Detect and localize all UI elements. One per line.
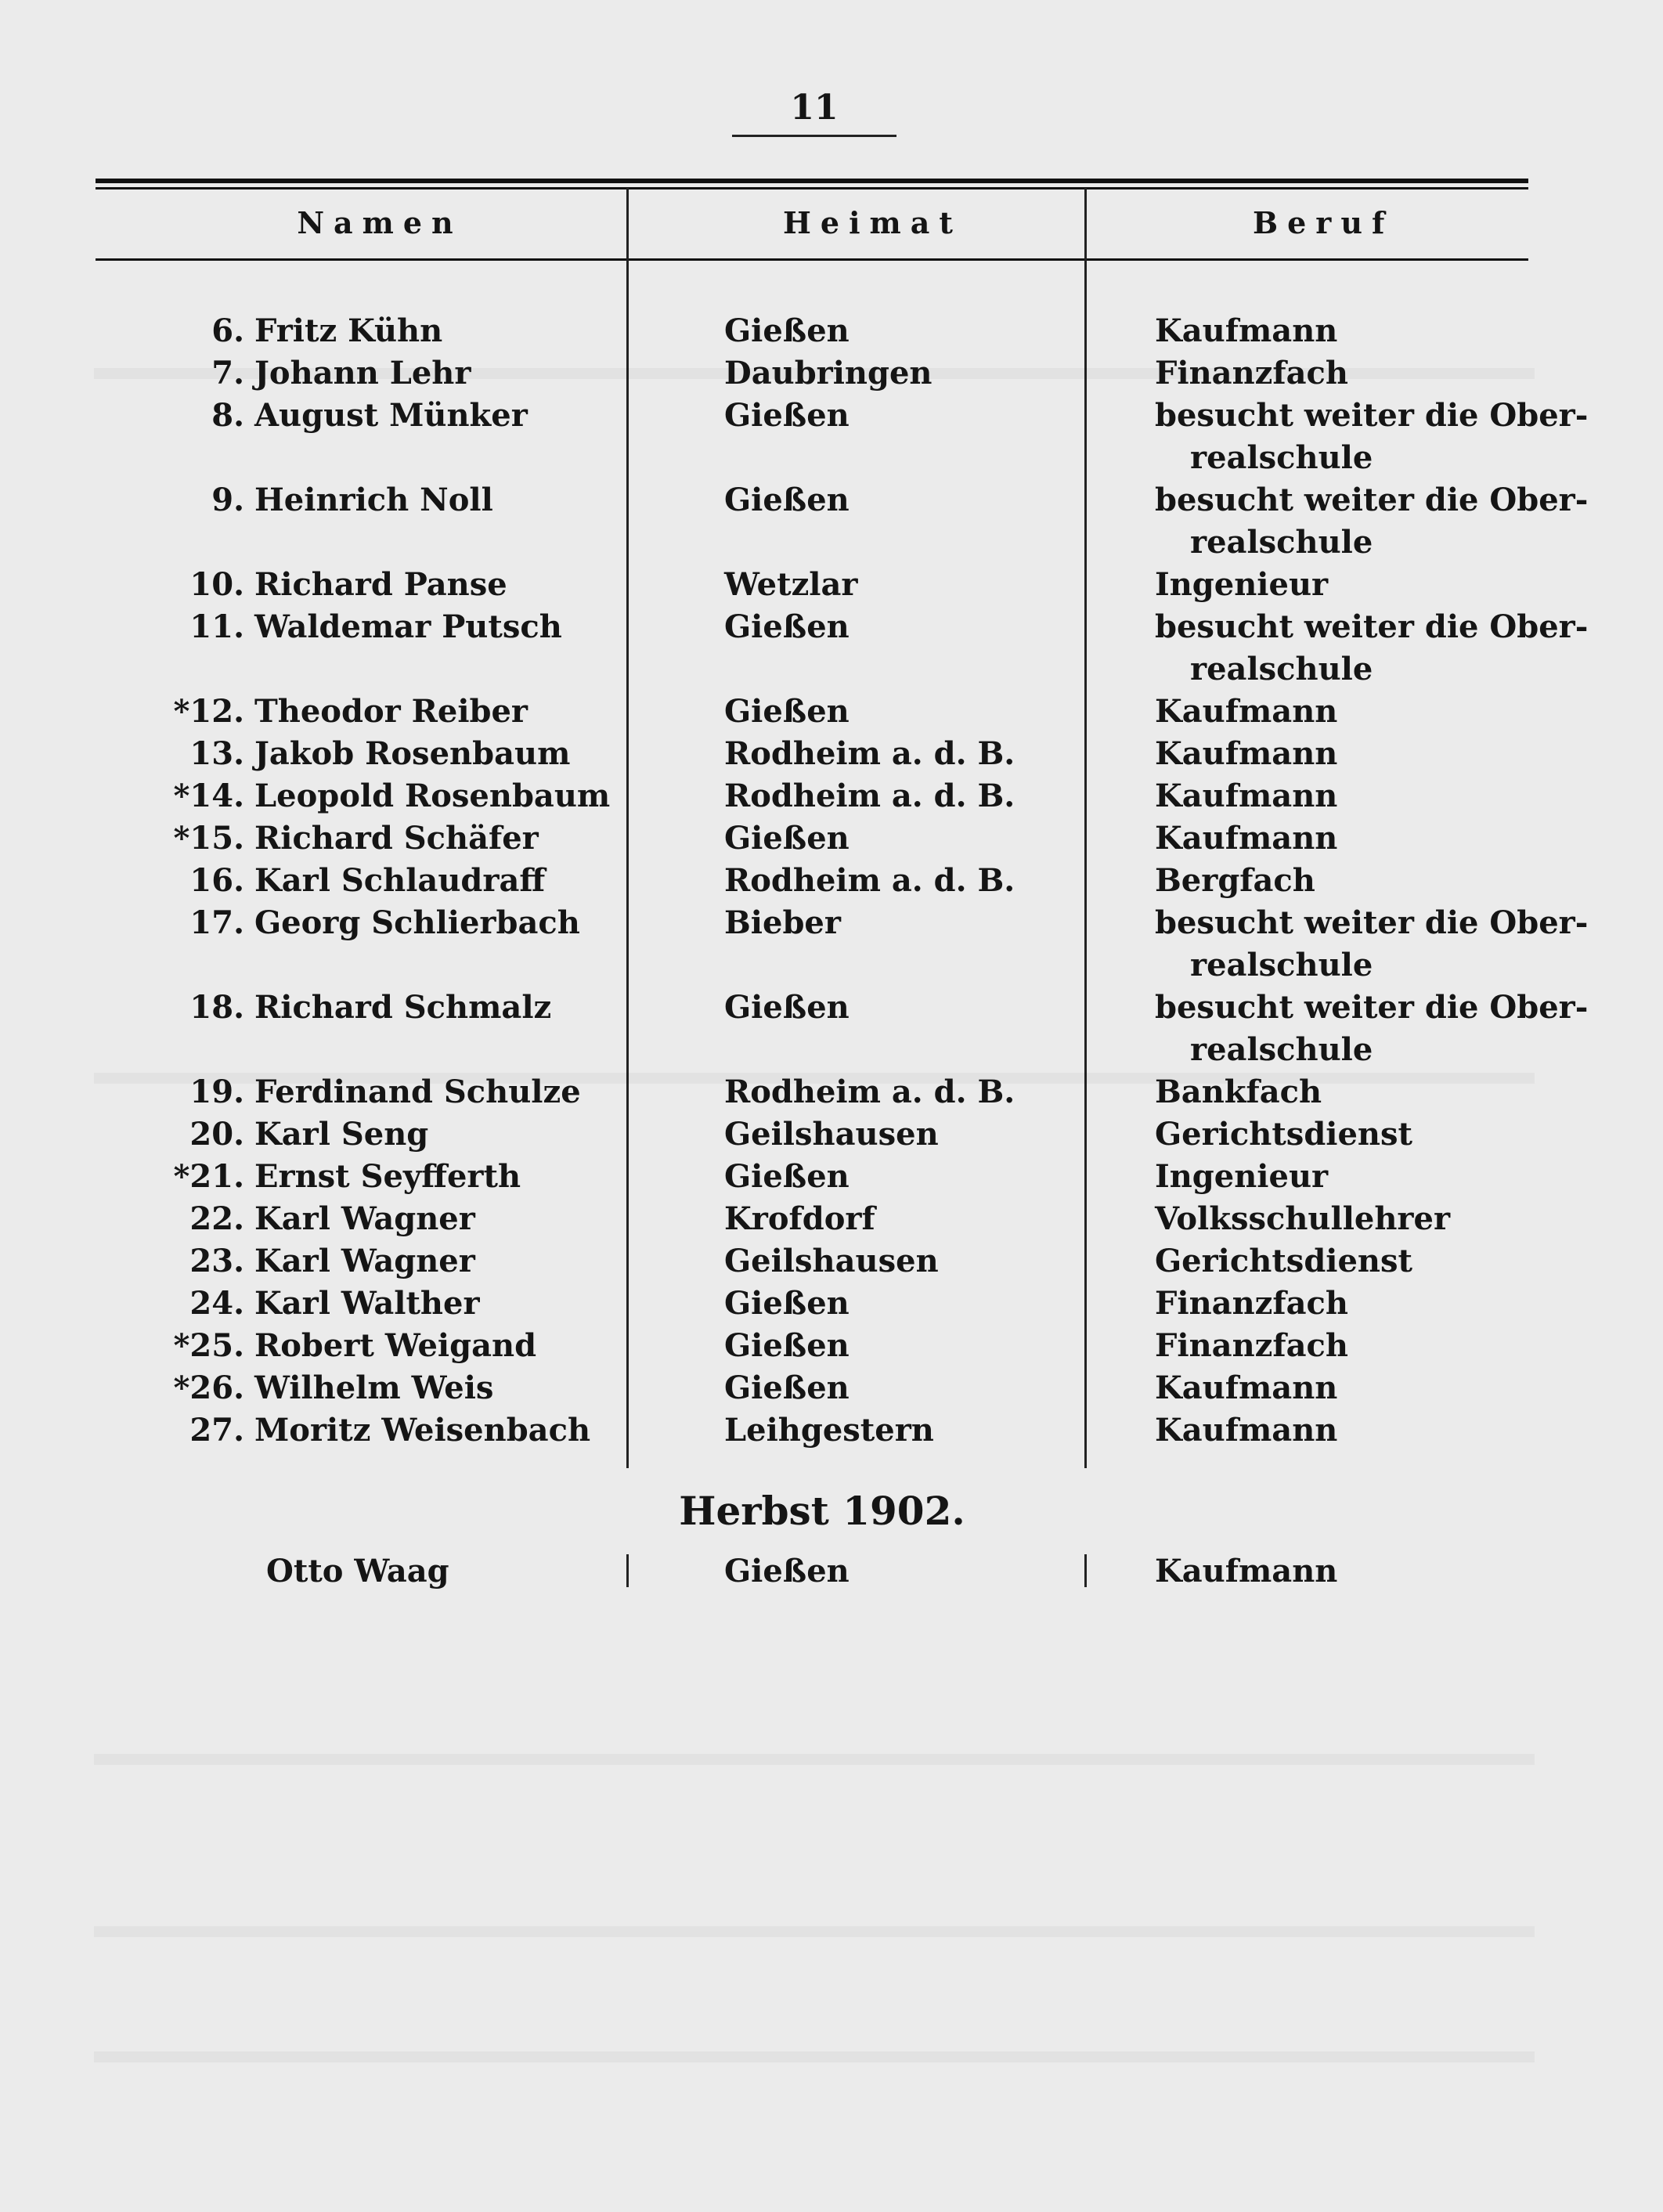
row-name: Robert Weigand	[254, 1327, 537, 1364]
table-row	[0, 817, 1663, 860]
row-home: Daubringen	[724, 355, 933, 392]
table-row	[0, 606, 1663, 648]
row-number: 9.	[211, 482, 244, 518]
row-home: Gießen	[724, 608, 850, 645]
header-occupation: Beruf	[1253, 205, 1394, 240]
row-number: *26.	[173, 1369, 244, 1406]
row-name: Karl Seng	[254, 1116, 429, 1153]
row-name: August Münker	[254, 397, 528, 434]
row-occupation: besucht weiter die Ober-	[1155, 904, 1589, 941]
row-name: Leopold Rosenbaum	[254, 778, 611, 814]
row-number: 23.	[189, 1243, 244, 1279]
row-number: 7.	[211, 355, 244, 392]
row-occupation: Finanzfach	[1155, 355, 1348, 392]
row-occupation: Kaufmann	[1155, 1412, 1338, 1449]
row-name: Otto Waag	[266, 1553, 449, 1590]
row-occupation: Gerichtsdienst	[1155, 1116, 1413, 1153]
row-name: Richard Panse	[254, 566, 507, 603]
row-name: Karl Schlaudraff	[254, 862, 546, 899]
row-name: Jakob Rosenbaum	[254, 735, 571, 772]
table-row-continuation	[0, 437, 1663, 479]
table-row	[0, 1156, 1663, 1198]
bleed-through	[94, 1754, 1535, 1765]
row-name: Wilhelm Weis	[254, 1369, 494, 1406]
row-name: Karl Wagner	[254, 1243, 475, 1279]
row-number: 11.	[189, 608, 244, 645]
row-occupation: Kaufmann	[1155, 1369, 1338, 1406]
table-row	[0, 1240, 1663, 1283]
table-row	[0, 733, 1663, 775]
table-row	[0, 1409, 1663, 1452]
row-number: 6.	[211, 312, 244, 349]
row-occupation: besucht weiter die Ober-	[1155, 608, 1589, 645]
row-home: Gießen	[724, 312, 850, 349]
row-number: 10.	[189, 566, 244, 603]
table-row-continuation	[0, 521, 1663, 564]
row-number: 17.	[189, 904, 244, 941]
row-home: Wetzlar	[724, 566, 858, 603]
row-occupation: Finanzfach	[1155, 1327, 1348, 1364]
row-occupation-continued: realschule	[1190, 1031, 1373, 1068]
row-occupation: Bankfach	[1155, 1074, 1322, 1110]
row-name: Karl Walther	[254, 1285, 480, 1322]
row-occupation-continued: realschule	[1190, 439, 1373, 476]
row-number: 20.	[189, 1116, 244, 1153]
table-row-continuation	[0, 648, 1663, 691]
row-home: Rodheim a. d. B.	[724, 862, 1015, 899]
row-name: Heinrich Noll	[254, 482, 493, 518]
row-occupation: Volksschullehrer	[1155, 1200, 1451, 1237]
row-occupation: Ingenieur	[1155, 1158, 1329, 1195]
page-number-rule	[732, 135, 896, 137]
row-home: Gießen	[724, 693, 850, 730]
table-row	[0, 310, 1663, 352]
row-occupation-continued: realschule	[1190, 651, 1373, 687]
table-row	[0, 860, 1663, 902]
row-occupation: besucht weiter die Ober-	[1155, 397, 1589, 434]
table-row	[0, 1283, 1663, 1325]
row-home: Leihgestern	[724, 1412, 934, 1449]
row-home: Rodheim a. d. B.	[724, 778, 1015, 814]
page-number: 11	[790, 88, 839, 128]
row-number: 16.	[189, 862, 244, 899]
row-home: Bieber	[724, 904, 841, 941]
bleed-through	[94, 2051, 1535, 2062]
row-home: Gießen	[724, 482, 850, 518]
row-home: Geilshausen	[724, 1116, 939, 1153]
row-name: Theodor Reiber	[254, 693, 528, 730]
table-row	[0, 987, 1663, 1029]
row-home: Gießen	[724, 1327, 850, 1364]
table-row-continuation	[0, 944, 1663, 987]
row-number: *14.	[173, 778, 244, 814]
row-occupation: Kaufmann	[1155, 778, 1338, 814]
row-name: Ferdinand Schulze	[254, 1074, 581, 1110]
row-occupation: Kaufmann	[1155, 735, 1338, 772]
row-name: Moritz Weisenbach	[254, 1412, 591, 1449]
row-name: Ernst Seyfferth	[254, 1158, 521, 1195]
table-row	[0, 691, 1663, 733]
row-number: 13.	[189, 735, 244, 772]
header-home: Heimat	[783, 205, 962, 240]
table-row	[0, 775, 1663, 817]
row-home: Gießen	[724, 1553, 850, 1590]
section-title-herbst: Herbst 1902.	[679, 1488, 965, 1534]
table-row	[0, 564, 1663, 606]
row-name: Richard Schmalz	[254, 989, 552, 1026]
table-row	[0, 1113, 1663, 1156]
table-top-rule-thin	[96, 187, 1528, 189]
row-home: Gießen	[724, 989, 850, 1026]
row-home: Gießen	[724, 1285, 850, 1322]
table-top-rule	[96, 179, 1528, 183]
row-occupation: Kaufmann	[1155, 312, 1338, 349]
table-row	[0, 395, 1663, 437]
table-row	[0, 1367, 1663, 1409]
row-occupation: Kaufmann	[1155, 820, 1338, 857]
row-home: Rodheim a. d. B.	[724, 1074, 1015, 1110]
row-occupation: Finanzfach	[1155, 1285, 1348, 1322]
row-occupation: Kaufmann	[1155, 693, 1338, 730]
row-number: 18.	[189, 989, 244, 1026]
header-names: Namen	[297, 205, 463, 240]
row-number: 8.	[211, 397, 244, 434]
row-occupation-continued: realschule	[1190, 524, 1373, 561]
row-name: Georg Schlierbach	[254, 904, 580, 941]
row-occupation: besucht weiter die Ober-	[1155, 482, 1589, 518]
row-number: *15.	[173, 820, 244, 857]
table-row-continuation	[0, 1029, 1663, 1071]
row-home: Gießen	[724, 820, 850, 857]
row-number: *25.	[173, 1327, 244, 1364]
row-home: Gießen	[724, 397, 850, 434]
bleed-through	[94, 1926, 1535, 1937]
row-occupation-continued: realschule	[1190, 947, 1373, 983]
table-row	[0, 352, 1663, 395]
row-name: Johann Lehr	[254, 355, 471, 392]
row-occupation: Ingenieur	[1155, 566, 1329, 603]
row-number: *21.	[173, 1158, 244, 1195]
row-home: Gießen	[724, 1369, 850, 1406]
table-row	[0, 479, 1663, 521]
row-home: Gießen	[724, 1158, 850, 1195]
row-number: 27.	[189, 1412, 244, 1449]
table-row	[0, 902, 1663, 944]
herbst-row	[0, 1550, 1663, 1593]
row-name: Karl Wagner	[254, 1200, 475, 1237]
table-row	[0, 1071, 1663, 1113]
row-number: 22.	[189, 1200, 244, 1237]
row-home: Rodheim a. d. B.	[724, 735, 1015, 772]
table-row	[0, 1198, 1663, 1240]
row-home: Geilshausen	[724, 1243, 939, 1279]
row-home: Krofdorf	[724, 1200, 875, 1237]
row-name: Waldemar Putsch	[254, 608, 562, 645]
row-occupation: Bergfach	[1155, 862, 1315, 899]
row-number: 19.	[189, 1074, 244, 1110]
row-occupation: Gerichtsdienst	[1155, 1243, 1413, 1279]
row-occupation: besucht weiter die Ober-	[1155, 989, 1589, 1026]
row-occupation: Kaufmann	[1155, 1553, 1338, 1590]
row-name: Fritz Kühn	[254, 312, 443, 349]
row-name: Richard Schäfer	[254, 820, 539, 857]
row-number: *12.	[173, 693, 244, 730]
header-rule	[96, 258, 1528, 261]
table-row	[0, 1325, 1663, 1367]
row-number: 24.	[189, 1285, 244, 1322]
